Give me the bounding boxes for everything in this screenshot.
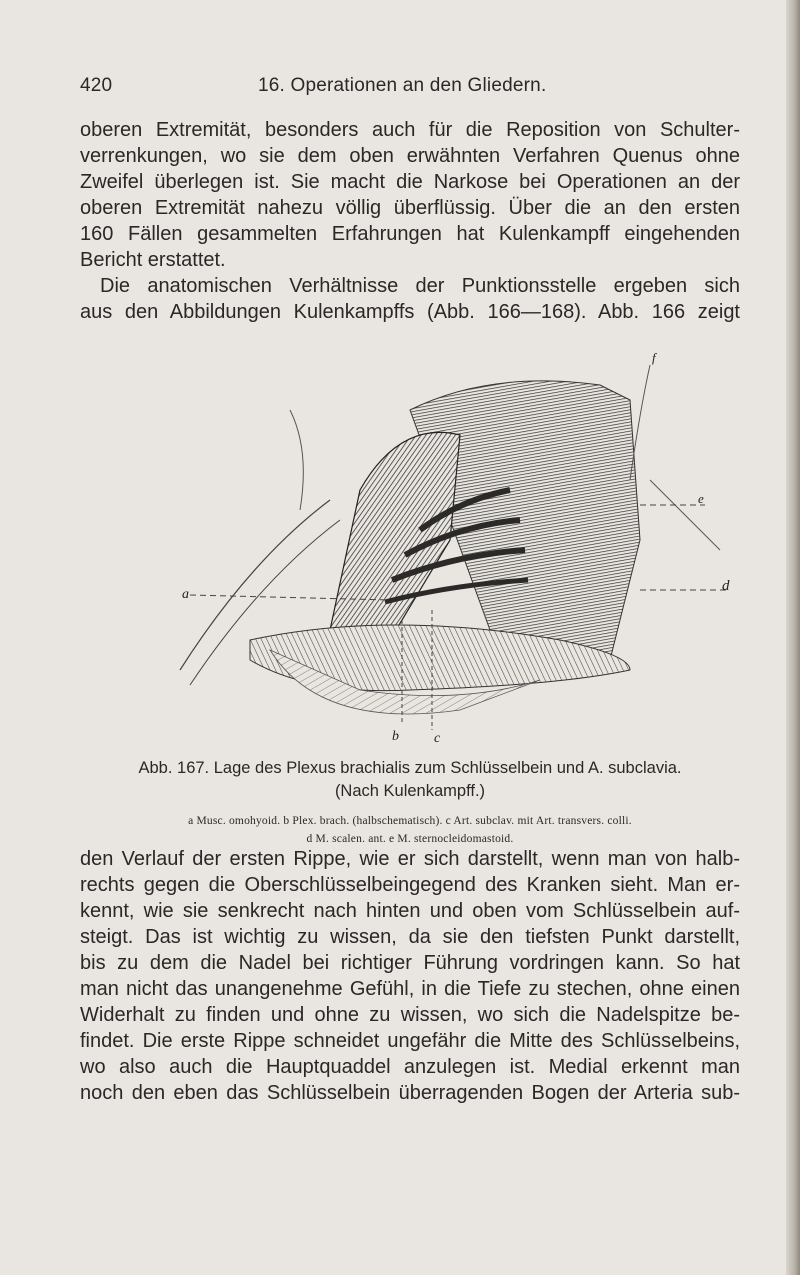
text-line: Zweifel überlegen ist. Sie macht die Narkose bei Operationen an der (80, 171, 740, 193)
text-line: steigt. Das ist wichtig zu wissen, da sie den tiefsten Punkt darstellt, (80, 926, 740, 948)
text-line: rechts gegen die Oberschlüsselbeingegend des Kranken sieht. Man er- (80, 874, 740, 896)
text-line: bis zu dem die Nadel bei richtiger Führung vordringen kann. So hat (80, 952, 740, 974)
legend-line: d M. scalen. ant. e M. sternocleidomastoid. (306, 833, 514, 845)
figure-label-b: b (392, 729, 399, 744)
caption-line: (Nach Kulenkampff.) (334, 782, 486, 800)
contour-line (290, 410, 303, 510)
paragraph-bottom (80, 846, 740, 1106)
page-number: 420 (80, 75, 113, 96)
text-line: findet. Die erste Rippe schneidet ungefähr die Mitte des Schlüsselbeins, (80, 1030, 740, 1052)
figure-label-e: e (698, 491, 704, 506)
legend-line: a Musc. omohyoid. b Plex. brach. (halbschematisch). c Art. subclav. mit Art. transvers. colli. (188, 815, 632, 827)
page-header (80, 75, 720, 103)
figure-label-d: d (722, 578, 730, 594)
text-line: Die anatomischen Verhältnisse der Punktionsstelle ergeben sich (100, 275, 740, 297)
text-line: den Verlauf der ersten Rippe, wie er sich darstellt, wenn man von halb- (80, 848, 740, 870)
anatomical-illustration (160, 340, 750, 750)
text-line: aus den Abbildungen Kulenkampffs (Abb. 166—168). Abb. 166 zeigt (80, 301, 740, 323)
contour-line (630, 365, 650, 480)
text-line: man nicht das unangenehme Gefühl, in die Tiefe zu stechen, ohne einen (80, 978, 740, 1000)
text-line: oberen Extremität nahezu völlig überflüssig. Über die an den ersten (80, 197, 740, 219)
figure-label-a: a (182, 587, 189, 602)
paragraph-top (80, 117, 740, 325)
figure-caption (80, 757, 740, 803)
caption-line: Abb. 167. Lage des Plexus brachialis zum Schlüsselbein und A. subclavia. (138, 759, 682, 777)
text-line: verrenkungen, wo sie dem oben erwähnten Verfahren Quenus ohne (80, 145, 740, 167)
text-line: kennt, wie sie senkrecht nach hinten und oben vom Schlüsselbein auf- (80, 900, 740, 922)
contour-line (650, 480, 720, 550)
page-edge (786, 0, 800, 1275)
text-line: Widerhalt zu finden und ohne zu wissen, wo sich die Nadelspitze be- (80, 1004, 740, 1026)
text-line: Bericht erstattet. (80, 249, 226, 271)
figure-label-c: c (434, 731, 441, 746)
text-line: wo also auch die Hauptquaddel anzulegen ist. Medial erkennt man (80, 1056, 740, 1078)
text-line: oberen Extremität, besonders auch für die Reposition von Schulter- (80, 119, 740, 141)
figure-label-f: f (652, 350, 656, 365)
text-line: noch den eben das Schlüsselbein überragenden Bogen der Arteria sub- (80, 1082, 740, 1104)
figure-legend (80, 812, 740, 848)
running-title: 16. Operationen an den Gliedern. (258, 75, 547, 96)
text-line: 160 Fällen gesammelten Erfahrungen hat Kulenkampff eingehenden (80, 223, 740, 245)
